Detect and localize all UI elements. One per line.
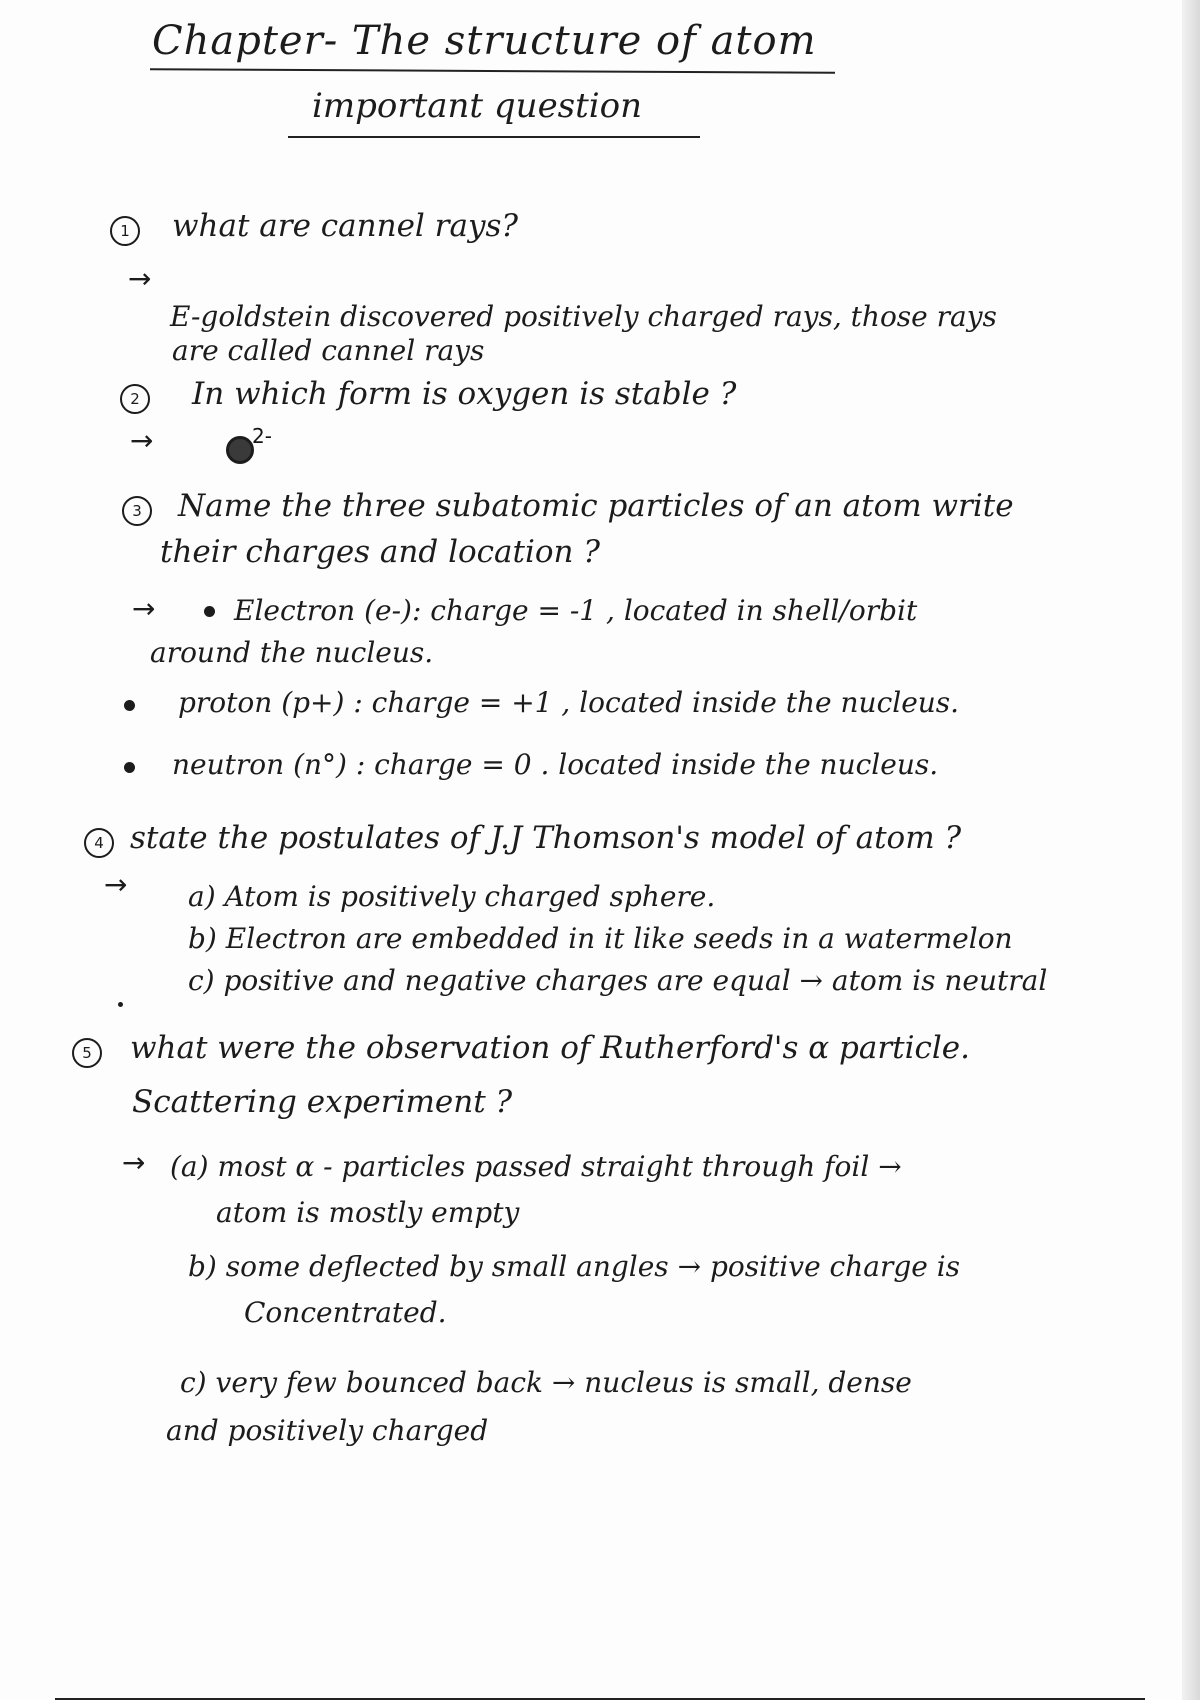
q4-postulate-a: a) Atom is positively charged sphere. (188, 880, 716, 913)
q3-question-line-2: their charges and location ? (160, 534, 600, 570)
q5-answer-a-line-1: (a) most α - particles passed straight through foil → (170, 1150, 902, 1183)
question-number-1: 1 (110, 216, 140, 246)
answer-arrow-icon: → (132, 592, 156, 625)
answer-arrow-icon: → (122, 1146, 146, 1179)
page-title: Chapter- The structure of atom (152, 18, 817, 64)
q5-question-line-2: Scattering experiment ? (132, 1084, 513, 1120)
oxygen-symbol-icon (226, 436, 254, 464)
ink-dot (118, 1002, 123, 1007)
answer-arrow-icon: → (104, 868, 128, 901)
question-number-2: 2 (120, 384, 150, 414)
q3-neutron: neutron (n°) : charge = 0 . located inside the nucleus. (172, 748, 939, 781)
q2-question: In which form is oxygen is stable ? (192, 376, 737, 412)
q3-proton: proton (p+) : charge = +1 , located inside the nucleus. (178, 686, 960, 719)
bullet-icon (124, 762, 135, 773)
answer-arrow-icon: → (128, 262, 152, 295)
q3-electron-line-1: Electron (e-): charge = -1 , located in shell/orbit (234, 594, 918, 627)
q3-electron-line-2: around the nucleus. (150, 636, 434, 669)
page-edge (1182, 0, 1200, 1700)
q5-answer-a-line-2: atom is mostly empty (216, 1196, 520, 1229)
q3-question-line-1: Name the three subatomic particles of an atom write (178, 488, 1014, 524)
q2-answer-superscript: 2- (252, 424, 272, 448)
page-subtitle: important question (312, 86, 643, 126)
q5-question-line-1: what were the observation of Rutherford's α particle. (130, 1030, 970, 1066)
q5-answer-c-line-2: and positively charged (166, 1414, 489, 1447)
q4-question: state the postulates of J.J Thomson's model of atom ? (130, 820, 962, 856)
q5-answer-b-line-2: Concentrated. (244, 1296, 447, 1329)
question-number-3: 3 (122, 496, 152, 526)
q1-answer-line-1: E-goldstein discovered positively charged rays, those rays (170, 300, 997, 333)
answer-arrow-icon: → (130, 424, 154, 457)
q4-postulate-b: b) Electron are embedded in it like seeds in a watermelon (188, 922, 1013, 955)
question-number-5: 5 (72, 1038, 102, 1068)
title-underline (150, 68, 835, 74)
q1-question: what are cannel rays? (172, 208, 519, 244)
bullet-icon (204, 606, 215, 617)
q5-answer-c-line-1: c) very few bounced back → nucleus is small, dense (180, 1366, 912, 1399)
q4-postulate-c: c) positive and negative charges are equal → atom is neutral (188, 964, 1048, 997)
question-number-4: 4 (84, 828, 114, 858)
q1-answer-line-2: are called cannel rays (172, 334, 485, 367)
bullet-icon (124, 700, 135, 711)
subtitle-underline (288, 136, 700, 138)
q5-answer-b-line-1: b) some deflected by small angles → positive charge is (188, 1250, 961, 1283)
